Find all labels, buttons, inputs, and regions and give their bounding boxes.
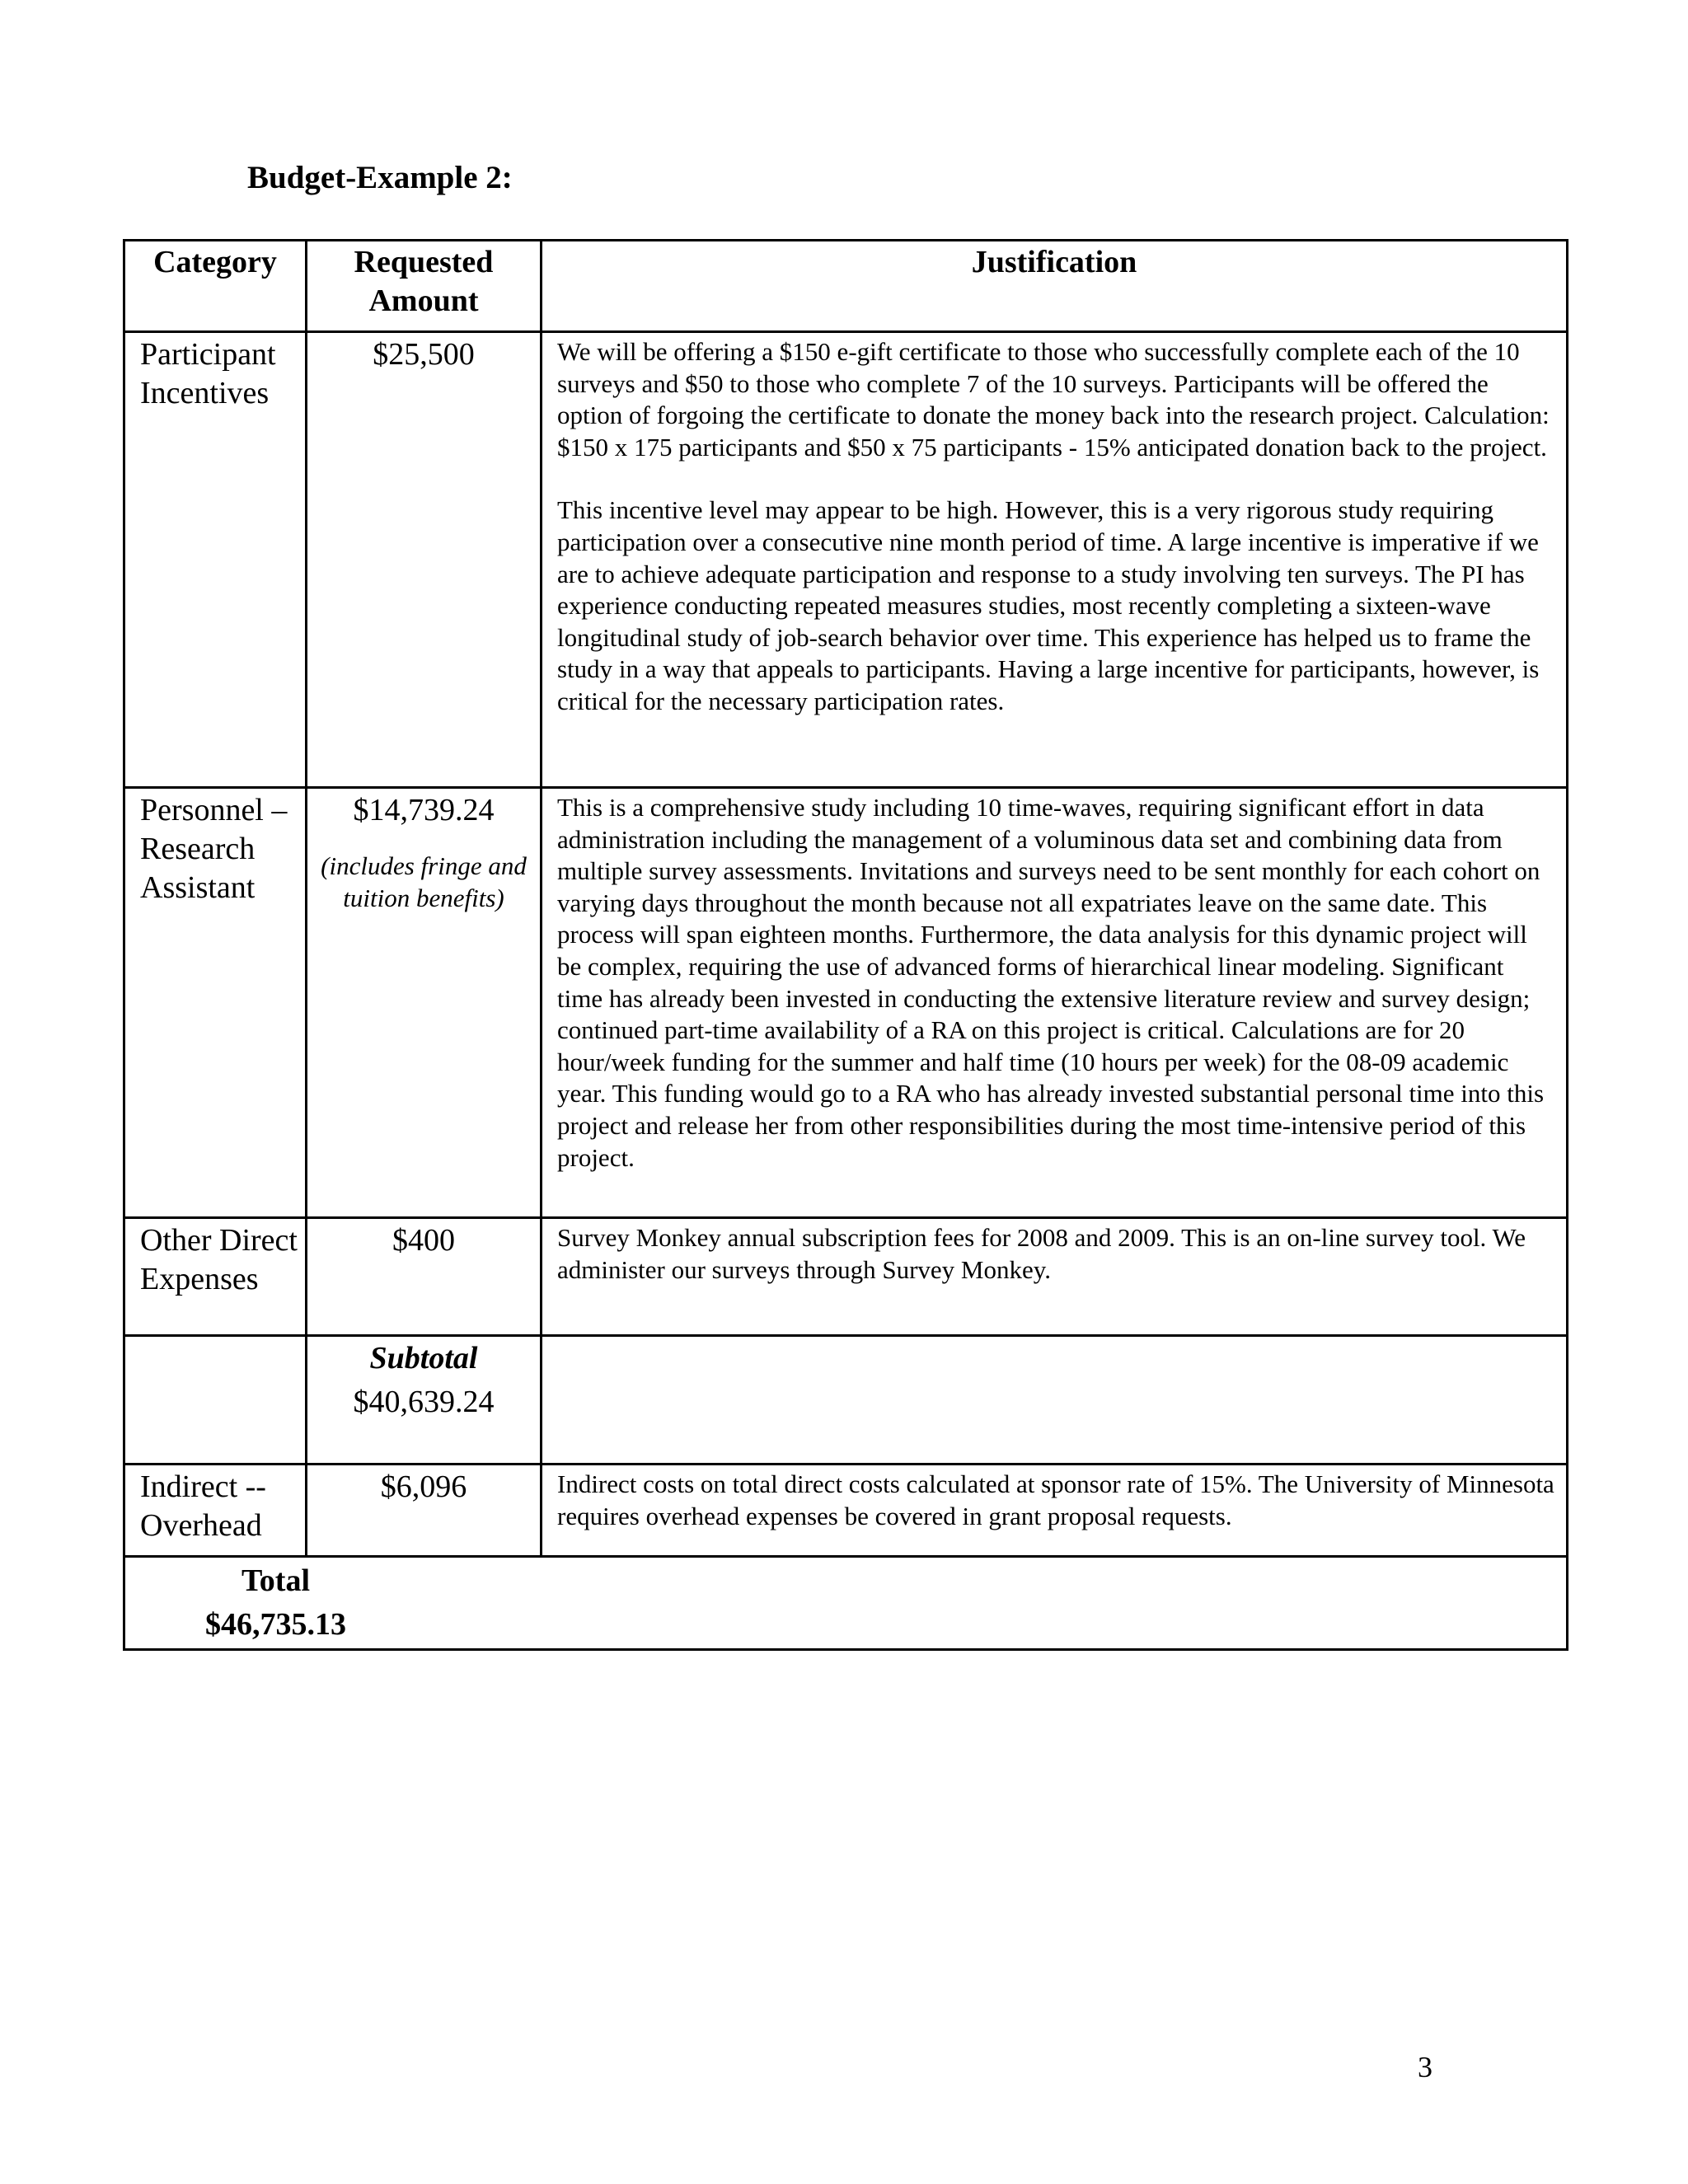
header-category: Category (124, 241, 307, 332)
subtotal-row (124, 1336, 1568, 1465)
amount-cell (307, 788, 542, 1218)
subtotal-category-cell (124, 1336, 307, 1465)
indirect-row (124, 1465, 1568, 1557)
justification-cell: Indirect costs on total direct costs calculated at sponsor rate of 15%. The University of Minnesota requires overhead expenses be covered in grant proposal requests. (542, 1465, 1568, 1557)
subtotal-value: $40,639.24 (353, 1385, 495, 1419)
category-cell: Other Direct Expenses (124, 1218, 307, 1336)
category-cell: Participant Incentives (124, 332, 307, 788)
table-row (124, 1218, 1568, 1336)
amount-value: $14,739.24 (353, 793, 495, 827)
justification-cell (542, 332, 1568, 788)
header-amount-line-2: Amount (368, 284, 479, 318)
total-label: Total (241, 1563, 311, 1598)
justification-cell (542, 1218, 1568, 1336)
amount-note: (includes fringe and tuition benefits) (321, 851, 527, 912)
justification-paragraph: This is a comprehensive study including 10 time-waves, requiring significant effort in data administration including the management of a voluminous data set and combining data from multiple survey assessments. Invitations and surveys need to be sent monthly for each cohort on varying days throughout the month because not all expatriates leave on the same date. This process will span eighteen months. Furthermore, the data analysis for this dynamic project will be complex, requiring the use of advanced forms of hierarchical linear modeling. Significant time has already been invested in conducting the extensive literature review and survey design; continued part-time availability of a RA on this project is critical. Calculations are for 20 hour/week funding for the summer and half time (10 hours per week) for the 08-09 academic year. This funding would go to a RA who has already invested substantial personal time into this project and release her from other responsibilities during the most time-intensive period of this project. (557, 793, 1545, 1172)
header-amount-line-1: Requested (354, 245, 494, 279)
amount-cell: $6,096 (307, 1465, 542, 1557)
amount-cell: $400 (307, 1218, 542, 1336)
justification-paragraph: Survey Monkey annual subscription fees for 2008 and 2009. This is an on-line survey tool. We administer our surveys through Survey Monkey. (557, 1223, 1526, 1284)
justification-paragraph: We will be offering a $150 e-gift certificate to those who successfully complete each of the 10 surveys and $50 to those who complete 7 of the 10 surveys. Participants will be offered the option of forgoing the certificate to donate the money back into the research project. Calculation: $150 x 175 participants and $50 x 75 participants - 15% anticipated donation back to the project. (557, 337, 1550, 462)
category-cell: Personnel – Research Assistant (124, 788, 307, 1218)
budget-table (123, 239, 1568, 1651)
total-row (124, 1557, 1568, 1650)
header-requested-amount (307, 241, 542, 332)
amount-cell: $25,500 (307, 332, 542, 788)
table-row (124, 332, 1568, 788)
total-block (125, 1558, 426, 1648)
category-cell: Indirect -- Overhead (124, 1465, 307, 1557)
document-title: Budget-Example 2: (247, 160, 513, 195)
total-cell (124, 1557, 1568, 1650)
page-number: 3 (1418, 2050, 1432, 2083)
justification-cell (542, 788, 1568, 1218)
subtotal-justification-cell (542, 1336, 1568, 1465)
justification-paragraph: This incentive level may appear to be high. However, this is a very rigorous study requiring participation over a consecutive nine month period of time. A large incentive is imperative if we are to achieve adequate participation and response to a study involving ten surveys. The PI has experience conducting repeated measures studies, most recently completing a sixteen-wave longitudinal study of job-search behavior over time. This experience has helped us to frame the study in a way that appeals to participants. Having a large incentive for participants, however, is critical for the necessary participation rates. (557, 495, 1540, 715)
header-justification: Justification (542, 241, 1568, 332)
table-header-row (124, 241, 1568, 332)
subtotal-cell (307, 1336, 542, 1465)
subtotal-label: Subtotal (369, 1341, 478, 1376)
table-row (124, 788, 1568, 1218)
total-value: $46,735.13 (205, 1607, 346, 1642)
